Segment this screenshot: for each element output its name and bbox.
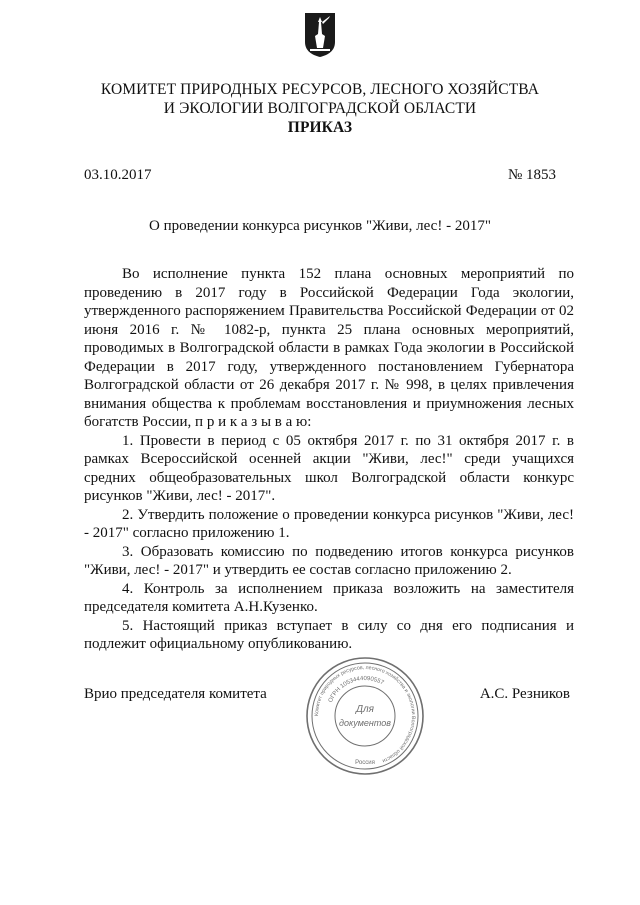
order-body xyxy=(84,265,574,654)
volgograd-emblem-icon xyxy=(304,12,336,58)
header-organization-line-1: КОМИТЕТ ПРИРОДНЫХ РЕСУРСОВ, ЛЕСНОГО ХОЗЯЙСТВА xyxy=(100,81,540,98)
order-item-2: 2. Утвердить положение о проведении конкурса рисунков "Живи, лес! - 2017" согласно приложению 1. xyxy=(84,506,574,541)
order-number: № 1853 xyxy=(507,167,556,183)
stamp-circle xyxy=(307,658,423,774)
order-date: 03.10.2017 xyxy=(84,167,152,183)
order-item-5: 5. Настоящий приказ вступает в силу со дня его подписания и подлежит официальному опубликованию. xyxy=(84,617,574,652)
stamp-ring-text: Комитет природных ресурсов, лесного хозяйства и экологии Волгоградской области xyxy=(313,664,417,764)
official-stamp xyxy=(303,654,427,778)
order-item-3: 3. Образовать комиссию по подведению итогов конкурса рисунков "Живи, лес! - 2017" и утвердить ее состав согласно приложению 2. xyxy=(84,543,574,578)
preamble-paragraph: Во исполнение пункта 152 плана основных мероприятий по проведению в 2017 году в Российской Федерации Года экологии, утвержденного распоряжением Правительства Российской Федерации от 02 июня 2016 г. № 1082-р, пункта 25 плана основных мероприятий, проводимых в Волгоградской области в рамках Года экологии в Российской Федерации в 2017 году, утвержденного постановлением Губернатора Волгоградской области от 26 декабря 2017 г. № 998, в целях привлечения внимания общества к проблемам восстановления и приумножения лесных богатств России, п р и к а з ы в а ю: xyxy=(84,266,574,430)
document-header xyxy=(40,80,600,137)
signatory-name: А.С. Резников xyxy=(479,686,570,702)
stamp-center-text-2: документов xyxy=(339,718,391,728)
stamp-ogrn-text: ОГРН 1053444090557 xyxy=(327,675,385,704)
signatory-position: Врио председателя комитета xyxy=(84,686,267,702)
header-organization-line-2: И ЭКОЛОГИИ ВОЛГОГРАДСКОЙ ОБЛАСТИ xyxy=(163,100,477,117)
order-title: ПРИКАЗ xyxy=(287,119,353,136)
order-item-1: 1. Провести в период с 05 октября 2017 г. по 31 октября 2017 г. в рамках Всероссийской осенней акции "Живи, лес!" среди учащихся средних общеобразовательных школ Волгоградской области конкурс рисунков "Живи, лес! - 2017". xyxy=(84,432,574,504)
order-subject: О проведении конкурса рисунков "Живи, лес! - 2017" xyxy=(149,218,491,234)
order-item-4: 4. Контроль за исполнением приказа возложить на заместителя председателя комитета А.Н.Кузенко. xyxy=(84,580,574,615)
stamp-bottom-text: Россия xyxy=(355,760,375,766)
stamp-center-text-1: Для xyxy=(355,704,375,715)
